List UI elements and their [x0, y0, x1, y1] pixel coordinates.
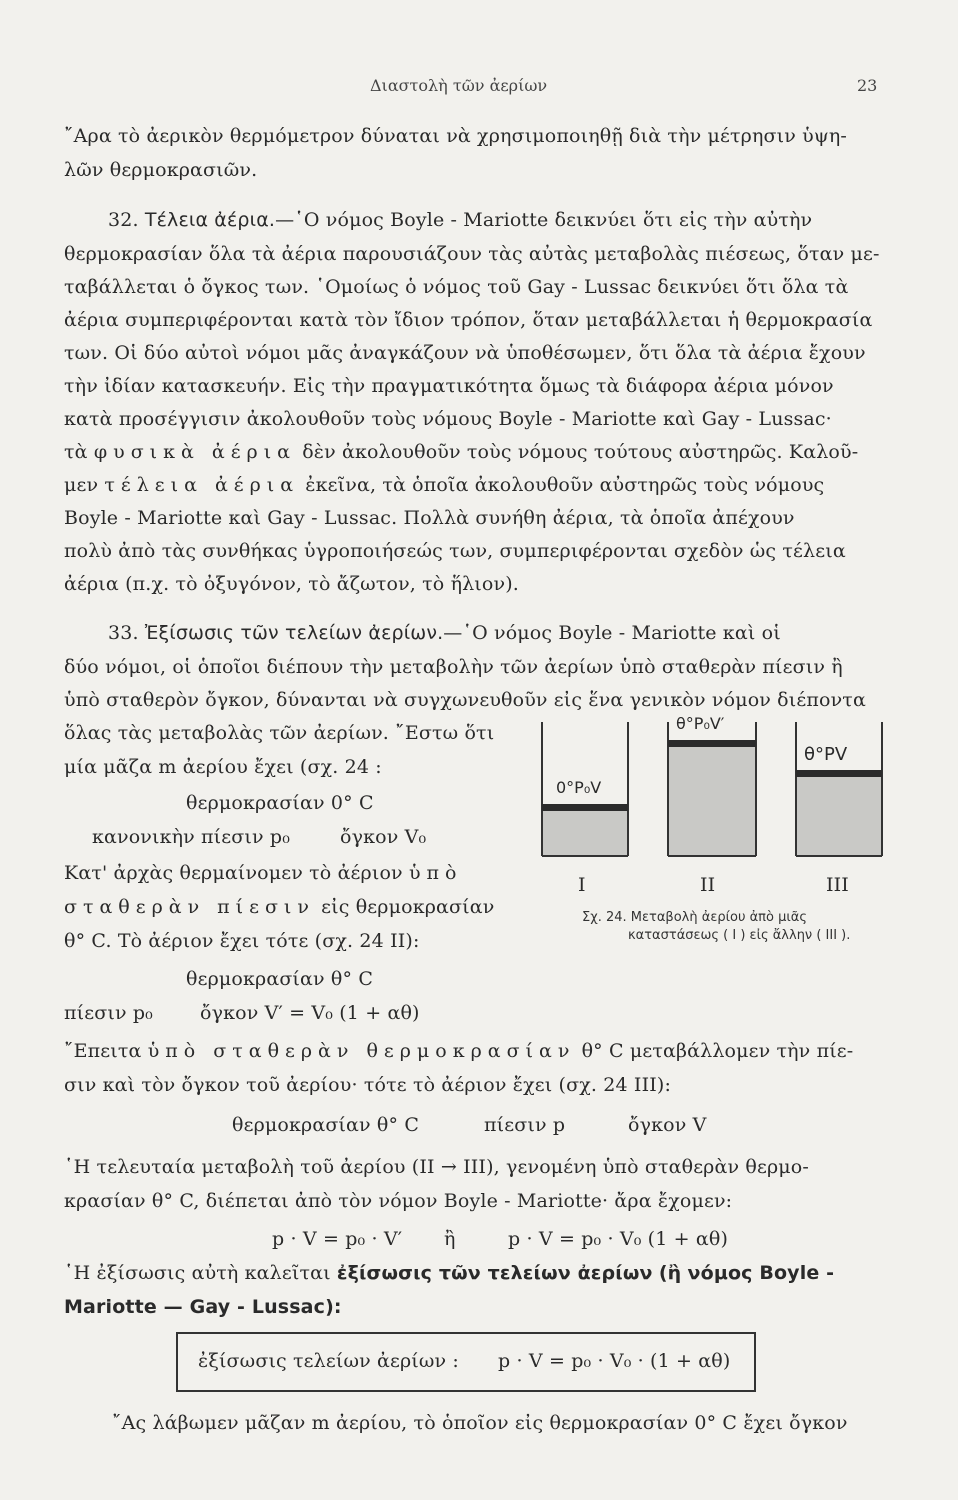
text-run: ῎Επειτα [64, 1040, 142, 1062]
state-1-temp: θερμοκρασίαν 0° C [186, 792, 374, 814]
cylinder-1-label: 0°P₀V [556, 778, 602, 797]
figure-caption-line-2: καταστάσεως ( I ) εἰς ἄλλην ( III ). [628, 928, 851, 943]
state-3-temp: θερμοκρασίαν θ° C [232, 1114, 420, 1136]
text-run: —῾Ο νόμος Boyle - Mariotte καὶ οἱ [443, 622, 781, 644]
text-line: κρασίαν θ° C, διέπεται ἀπὸ τὸν νόμον Boyle - Mariotte· ἄρα ἔχομεν: [64, 1190, 733, 1212]
section-number: 33. [108, 622, 139, 644]
text-run: —῾Ο νόμος Boyle - Mariotte δεικνύει ὅτι εἰς τὴν αὐτὴν [275, 209, 813, 231]
roman-numeral-3: III [826, 874, 849, 896]
text-line: ῎Ας λάβωμεν μᾶζαν m ἀερίου, τὸ ὁποῖον εἰς θερμοκρασίαν 0° C ἔχει ὄγκον [112, 1412, 848, 1434]
roman-numeral-2: II [700, 874, 716, 896]
emphasis-spaced: ὑπὸ [408, 862, 463, 884]
text-run: δὲν ἀκολουθοῦν τοὺς νόμους τούτους αὐστηρῶς. Καλοῦ- [302, 441, 859, 463]
section-32-heading [108, 209, 812, 231]
text-line: δύο νόμοι, οἱ ὁποῖοι διέπουν τὴν μεταβολὴν τῶν ἀερίων ὑπὸ σταθερὰν πίεσιν ἢ [64, 656, 843, 678]
emphasis-spaced: ὑπὸ σταθερὰν θερμοκρασίαν [147, 1040, 576, 1062]
emphasis-spaced: φυσικὰ ἀέρια [93, 441, 297, 463]
running-title: Διαστολὴ τῶν ἀερίων [370, 76, 548, 95]
text-line: τὴν ἰδίαν κατασκευήν. Εἰς τὴν πραγματικότητα ὅμως τὰ διάφορα ἀέρια μόνον [64, 375, 834, 397]
state-1-pressure: κανονικὴν πίεσιν p₀ [92, 826, 290, 848]
text-run: Κατ' ἀρχὰς θερμαίνομεν τὸ ἀέριον [64, 862, 403, 884]
page-number: 23 [857, 76, 878, 95]
bold-term: νόμος Boyle - [687, 1262, 835, 1284]
state-3-volume: ὄγκον V [628, 1114, 707, 1136]
text-line [64, 474, 824, 496]
emphasis-spaced: σταθερὰν πίεσιν [64, 896, 315, 918]
emphasis-spaced: τέλεια ἀέρια [104, 474, 300, 496]
text-line: πολὺ ἀπὸ τὰς συνθήκας ὑγροποιήσεώς των, συμπεριφέρονται σχεδὸν ὡς τέλεια [64, 540, 846, 562]
figure-cylinders [530, 716, 910, 896]
state-2-temp: θερμοκρασίαν θ° C [186, 968, 374, 990]
text-line [64, 896, 494, 918]
text-line: κατὰ προσέγγισιν ἀκολουθοῦν τοὺς νόμους Boyle - Mariotte καὶ Gay - Lussac· [64, 408, 832, 430]
text-line: Mariotte — Gay - Lussac): [64, 1296, 342, 1318]
section-number: 32. [108, 209, 139, 231]
equation-or: ἢ [444, 1228, 456, 1250]
cylinder-2-label: θ°P₀V′ [676, 714, 725, 733]
roman-numeral-1: I [578, 874, 586, 896]
text-line: ῎Αρα τὸ ἀερικὸν θερμόμετρον δύναται νὰ χρησιμοποιηθῇ διὰ τὴν μέτρησιν ὑψη- [64, 125, 847, 147]
text-line [64, 441, 858, 463]
text-line: των. Οἱ δύο αὐτοὶ νόμοι μᾶς ἀναγκάζουν νὰ ὑποθέσωμεν, ὅτι ὅλα τὰ ἀέρια ἔχουν [64, 342, 866, 364]
text-line: ἀέρια (π.χ. τὸ ὀξυγόνον, τὸ ἄζωτον, τὸ ἥλιον). [64, 573, 519, 595]
bold-term: ἐξίσωσις τῶν τελείων ἀερίων [336, 1262, 653, 1284]
equation-1b: p · V = p₀ · V₀ (1 + αθ) [508, 1228, 729, 1250]
state-3-pressure: πίεσιν p [484, 1114, 566, 1136]
cylinder-2 [668, 722, 756, 856]
box-label: ἐξίσωσις τελείων ἀερίων : [198, 1350, 459, 1372]
text-run: μεν [64, 474, 99, 496]
figure-24 [530, 716, 910, 966]
cylinder-3 [796, 722, 882, 856]
text-line [64, 1262, 834, 1284]
figure-caption-line-1: Σχ. 24. Μεταβολὴ ἀερίου ἀπὸ μιᾶς [582, 910, 807, 925]
text-run: ῾Η ἐξίσωσις αὐτὴ καλεῖται [64, 1262, 331, 1284]
text-line: ἀέρια συμπεριφέρονται κατὰ τὸν ἴδιον τρόπον, ὅταν μεταβάλλεται ἡ θερμοκρασία [64, 309, 873, 331]
text-line: θερμοκρασίαν ὅλα τὰ ἀέρια παρουσιάζουν τὰς αὐτὰς μεταβολὰς πιέσεως, ὅταν με- [64, 243, 880, 265]
text-line [64, 1040, 853, 1062]
text-run: εἰς θερμοκρασίαν [321, 896, 495, 918]
section-title: Τέλεια ἀέρια. [144, 209, 276, 231]
text-line: θ° C. Τὸ ἀέριον ἔχει τότε (σχ. 24 II): [64, 930, 420, 952]
text-line: ταβάλλεται ὁ ὄγκος των. ῾Ομοίως ὁ νόμος τοῦ Gay - Lussac δεικνύει ὅτι ὅλα τὰ [64, 276, 849, 298]
section-33-heading [108, 622, 781, 644]
box-equation: p · V = p₀ · V₀ · (1 + αθ) [498, 1350, 731, 1372]
text-line: ῾Η τελευταία μεταβολὴ τοῦ ἀερίου (II → III), γενομένη ὑπὸ σταθερὰν θερμο- [64, 1156, 809, 1178]
text-line: μία μᾶζα m ἀερίου ἔχει (σχ. 24 : [64, 756, 382, 778]
state-1-volume: ὄγκον V₀ [340, 826, 427, 848]
bold-term: (ἢ [658, 1262, 682, 1284]
cylinder-3-label: θ°PV [804, 744, 848, 765]
text-run: θ° C μεταβάλλομεν τὴν πίε- [581, 1040, 854, 1062]
equation-1a: p · V = p₀ · V′ [272, 1228, 403, 1250]
state-2-pressure: πίεσιν p₀ [64, 1002, 153, 1024]
boxed-equation [176, 1332, 756, 1392]
section-title: Ἐξίσωσις τῶν τελείων ἀερίων. [144, 622, 444, 644]
text-run: τὰ [64, 441, 88, 463]
state-2-volume: ὄγκον V′ = V₀ (1 + αθ) [200, 1002, 420, 1024]
text-line: λῶν θερμοκρασιῶν. [64, 159, 258, 181]
text-line: σιν καὶ τὸν ὄγκον τοῦ ἀερίου· τότε τὸ ἀέριον ἔχει (σχ. 24 III): [64, 1074, 672, 1096]
text-line: ὅλας τὰς μεταβολὰς τῶν ἀερίων. ῎Εστω ὅτι [64, 722, 495, 744]
text-line [64, 862, 462, 884]
text-run: ἐκεῖνα, τὰ ὁποῖα ἀκολουθοῦν αὐστηρῶς τοὺς νόμους [305, 474, 825, 496]
text-line: ὑπὸ σταθερὸν ὄγκον, δύνανται νὰ συγχωνευθοῦν εἰς ἕνα γενικὸν νόμον διέποντα [64, 689, 866, 711]
text-line: Boyle - Mariotte καὶ Gay - Lussac. Πολλὰ συνήθη ἀέρια, τὰ ὁποῖα ἀπέχουν [64, 507, 795, 529]
